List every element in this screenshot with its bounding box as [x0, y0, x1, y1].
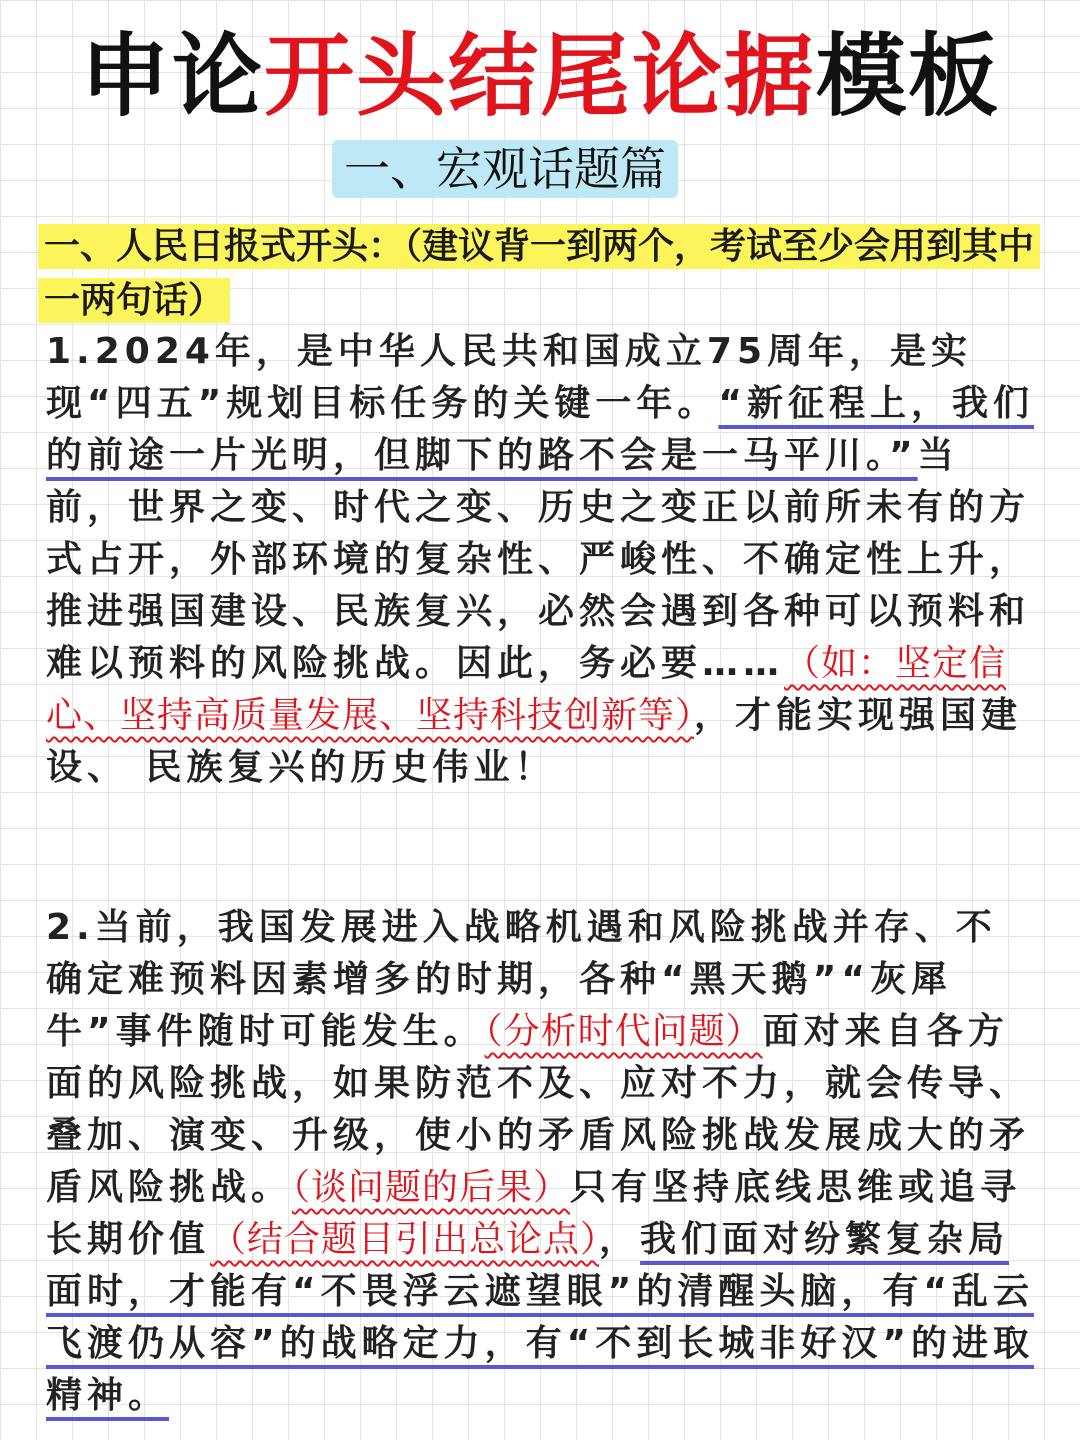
p1-sentence-3: 当前，世界之变、时代之变、历史之变正以前所未有的方式占开，外部环境的复杂性、严峻性、不确定性上升，推进强国建设、民族复兴，必然会遇到各种可以预料和难以预料的风险挑战。因此，务必要……	[46, 435, 1031, 684]
p2-comma: ，	[599, 1219, 641, 1260]
p1-red-note: （如：坚定信心、坚持高质量发展、坚持科技创新等）	[46, 643, 1007, 736]
p1-sentence-5: ，才能实现强国建设、 民族复兴的历史伟业！	[46, 695, 1023, 788]
p2-underlined-conclusion: 我们面对纷繁复杂局面时，才能有“不畏浮云遮望眼”的清醒头脑，有“乱云飞渡仍从容”的战略定力，有“不到长城非好汉”的进取精神。	[46, 1219, 1034, 1416]
p1-underlined-quote: “新征程上，我们的前途一片光明，但脚下的路不会是一马平川。”	[46, 383, 1034, 476]
title-part-1: 申论	[80, 24, 264, 129]
p2-red-note-2: （谈问题的后果）	[292, 1167, 571, 1208]
title-part-2: 开头结尾论据	[264, 24, 816, 129]
p2-red-note-1: （分析时代问题）	[484, 1011, 763, 1052]
page-title	[0, 22, 1080, 132]
section-heading	[38, 220, 1038, 328]
p2-red-note-3: （结合题目引出总论点）	[210, 1219, 600, 1260]
section-heading-text: 一、人民日报式开头：（建议背一到两个，考试至少会用到其中一两句话）	[38, 224, 1040, 323]
subtitle-badge: 一、宏观话题篇	[332, 140, 678, 198]
paragraph-2	[46, 902, 1036, 1422]
paragraph-1	[46, 326, 1036, 794]
p2-sentence-3: 只有坚持底线思维或追寻长期价值	[46, 1167, 1022, 1260]
p2-sentence-2: 面对来自各方面的风险挑战，如果防范不及、应对不力，就会传导、叠加、演变、升级，使小的矛盾风险挑战发展成大的矛盾风险挑战。	[46, 1011, 1031, 1208]
title-part-3: 模板	[816, 24, 1000, 129]
p2-sentence-1: 2.当前，我国发展进入战略机遇和风险挑战并存、不确定难预料因素增多的时期，各种“黑天鹅”“灰犀牛”事件随时可能发生。	[46, 907, 997, 1052]
p1-sentence-1: 1.2024年，是中华人民共和国成立75周年，是实现“四五”规划目标任务的关键一年。	[46, 331, 973, 424]
